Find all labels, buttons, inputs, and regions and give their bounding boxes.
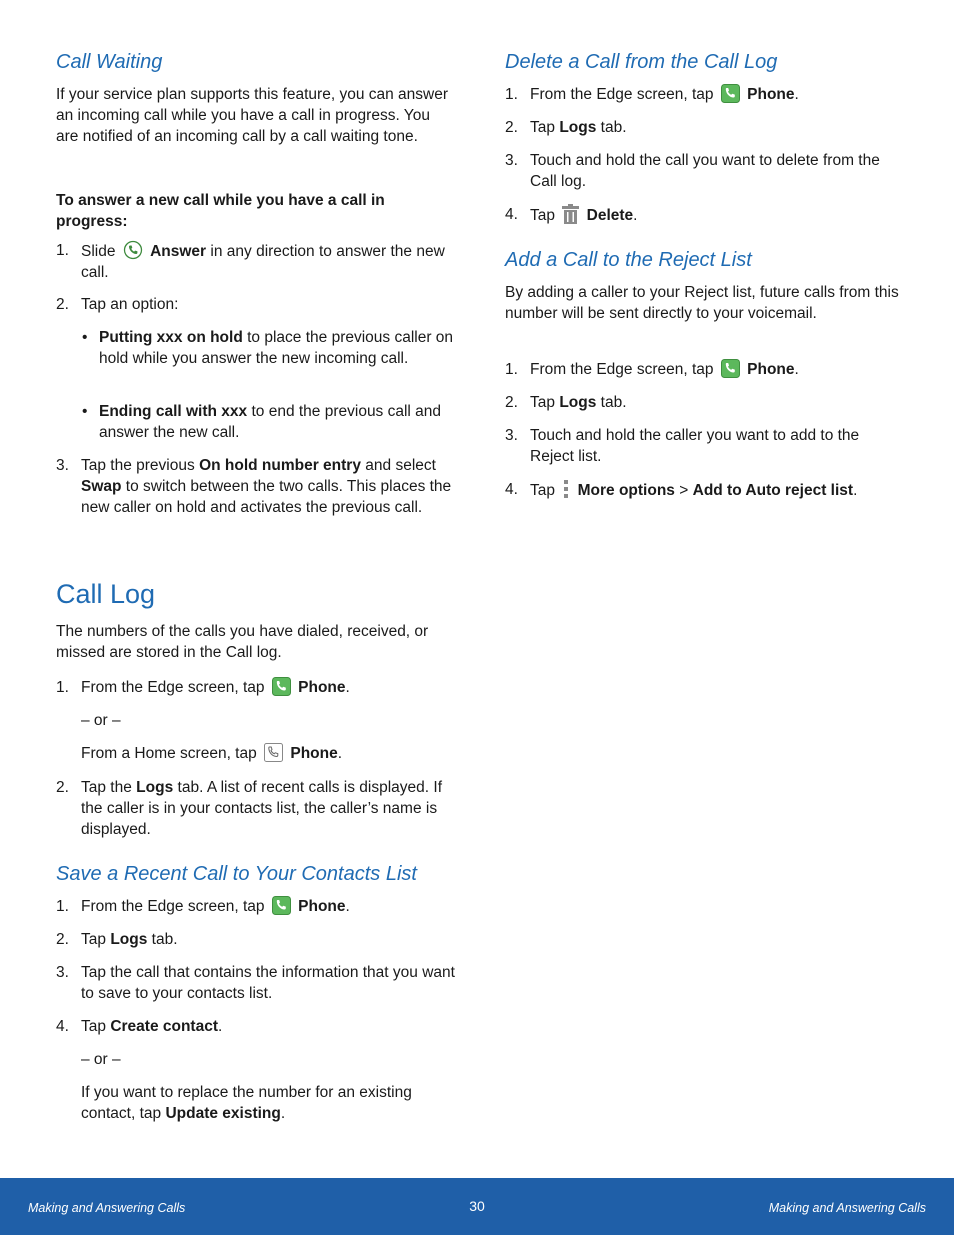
call-waiting-subheading: To answer a new call while you have a call in progress:	[56, 192, 385, 230]
bullet-end: • Ending call with xxx to end the previous call and answer the new call.	[82, 403, 442, 441]
call-log-step-1: 1. From the Edge screen, tap Phone.	[56, 679, 350, 696]
reject-step-3: 3. Touch and hold the caller you want to add to the Reject list.	[505, 427, 860, 465]
call-log-heading: Call Log	[56, 579, 156, 609]
save-step-3: 3. Tap the call that contains the information that you want to save to your contacts list.	[56, 964, 455, 1002]
save-recent-heading: Save a Recent Call to Your Contacts List	[56, 863, 417, 885]
save-step-1: 1. From the Edge screen, tap Phone.	[56, 898, 350, 915]
trash-icon	[562, 204, 579, 224]
call-waiting-section	[56, 50, 456, 74]
save-alt: If you want to replace the number for an existing contact, tap Update existing.	[81, 1084, 412, 1122]
bullet-dot: •	[82, 329, 88, 346]
call-waiting-step-2: 2. Tap an option:	[56, 296, 179, 313]
more-options-icon	[562, 479, 570, 499]
phone-app-icon	[272, 677, 291, 696]
save-step-4: 4. Tap Create contact.	[56, 1018, 223, 1035]
or-separator: – or –	[81, 1051, 121, 1068]
reject-step-4: 4. Tap More options > Add to Auto reject list.	[505, 481, 858, 499]
footer-right-title: Making and Answering Calls	[768, 1201, 926, 1215]
reject-step-1: 1. From the Edge screen, tap Phone.	[505, 361, 799, 378]
footer-left-title: Making and Answering Calls	[28, 1201, 186, 1215]
bullet-hold: • Putting xxx on hold to place the previous caller on hold while you answer the new incoming call.	[82, 329, 454, 367]
call-log-intro: The numbers of the calls you have dialed, received, or missed are stored in the Call log.	[56, 623, 429, 661]
call-log-step-2: 2. Tap the Logs tab. A list of recent calls is displayed. If the caller is in your contacts list, the caller’s name is displayed.	[56, 779, 443, 838]
call-waiting-step-3: 3. Tap the previous On hold number entry and select Swap to switch between the two calls. This places the new caller on hold and activates the previous call.	[56, 457, 452, 516]
reject-list-intro: By adding a caller to your Reject list, future calls from this number will be sent directly to your voicemail.	[505, 284, 899, 322]
reject-list-heading: Add a Call to the Reject List	[505, 249, 752, 271]
bullet-dot: •	[82, 403, 88, 420]
phone-app-icon	[272, 896, 291, 915]
delete-call-heading: Delete a Call from the Call Log	[505, 51, 778, 73]
call-waiting-step-1: 1. Slide Answer in any direction to answer the new call.	[56, 242, 445, 281]
phone-app-icon	[721, 84, 740, 103]
or-separator: – or –	[81, 712, 121, 729]
delete-step-1: 1. From the Edge screen, tap Phone.	[505, 86, 799, 103]
home-phone-icon	[264, 743, 283, 762]
delete-step-2: 2. Tap Logs tab.	[505, 119, 627, 136]
page-footer	[0, 1178, 954, 1235]
page-number: 30	[469, 1198, 485, 1214]
phone-app-icon	[721, 359, 740, 378]
delete-step-4: 4. Tap Delete.	[505, 206, 638, 224]
save-step-2: 2. Tap Logs tab.	[56, 931, 178, 948]
delete-step-3: 3. Touch and hold the call you want to delete from the Call log.	[505, 152, 880, 190]
answer-icon	[123, 240, 143, 260]
reject-step-2: 2. Tap Logs tab.	[505, 394, 627, 411]
call-waiting-intro: If your service plan supports this feature, you can answer an incoming call while you have a call in progress. You are notified of an incoming call by a call waiting tone.	[56, 86, 449, 145]
call-log-alt: From a Home screen, tap Phone.	[81, 745, 343, 762]
call-waiting-heading: Call Waiting	[56, 51, 163, 73]
